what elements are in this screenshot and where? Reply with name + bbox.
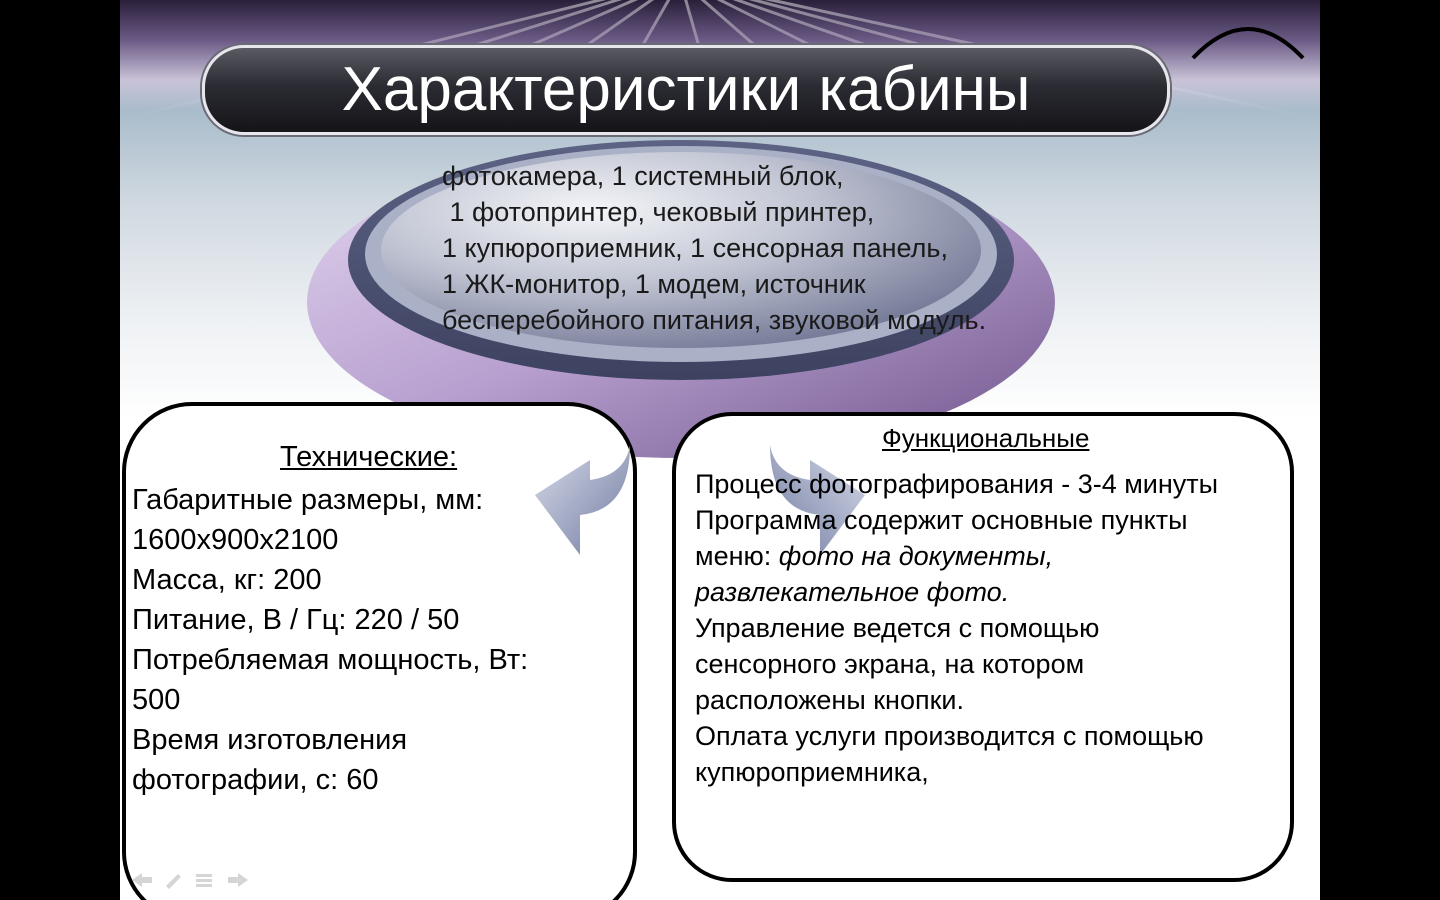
center-line: 1 купюроприемник, 1 сенсорная панель, <box>442 233 948 263</box>
functional-line: сенсорного экрана, на котором <box>695 649 1085 679</box>
technical-heading: Технические: <box>280 441 458 473</box>
corner-arc-decoration <box>1188 10 1308 70</box>
functional-line: расположены кнопки. <box>695 685 964 715</box>
slide-title: Характеристики кабины <box>341 55 1031 124</box>
center-line: фотокамера, 1 системный блок, <box>442 161 844 191</box>
technical-line: Питание, В / Гц: 220 / 50 <box>132 604 460 636</box>
pen-icon[interactable] <box>166 874 181 889</box>
functional-line: Управление ведется с помощью <box>695 613 1100 643</box>
technical-line: 1600х900х2100 <box>132 524 339 556</box>
center-line: 1 ЖК-монитор, 1 модем, источник <box>442 269 866 299</box>
functional-list <box>695 466 1295 790</box>
center-equipment-text <box>442 158 1082 338</box>
technical-line: Габаритные размеры, мм: <box>132 484 484 516</box>
slide-canvas <box>120 0 1320 900</box>
center-line: 1 фотопринтер, чековый принтер, <box>442 197 875 227</box>
functional-line <box>695 538 1295 574</box>
back-arrow-icon[interactable] <box>132 873 152 887</box>
functional-line-italic: фото на документы, <box>778 541 1054 571</box>
functional-heading: Функциональные <box>882 423 1090 453</box>
functional-line: купюроприемника, <box>695 757 929 787</box>
technical-line: фотографии, с: 60 <box>132 764 379 796</box>
functional-line: развлекательное фото. <box>695 577 1010 607</box>
technical-line: Масса, кг: 200 <box>132 564 322 596</box>
forward-arrow-icon[interactable] <box>228 873 248 887</box>
technical-line: Время изготовления <box>132 724 408 756</box>
functional-line-prefix: меню: <box>695 541 779 571</box>
functional-line: Программа содержит основные пункты <box>695 505 1188 535</box>
functional-line: Процесс фотографирования - 3-4 минуты <box>695 469 1219 499</box>
slideshow-nav-toolbar <box>130 870 260 890</box>
technical-line: Потребляемая мощность, Вт: <box>132 644 529 676</box>
functional-line: Оплата услуги производится с помощью <box>695 721 1204 751</box>
title-bar <box>202 45 1170 135</box>
technical-list <box>132 480 612 800</box>
technical-line: 500 <box>132 684 181 716</box>
menu-icon[interactable] <box>196 874 212 887</box>
center-line: бесперебойного питания, звуковой модуль. <box>442 305 987 335</box>
